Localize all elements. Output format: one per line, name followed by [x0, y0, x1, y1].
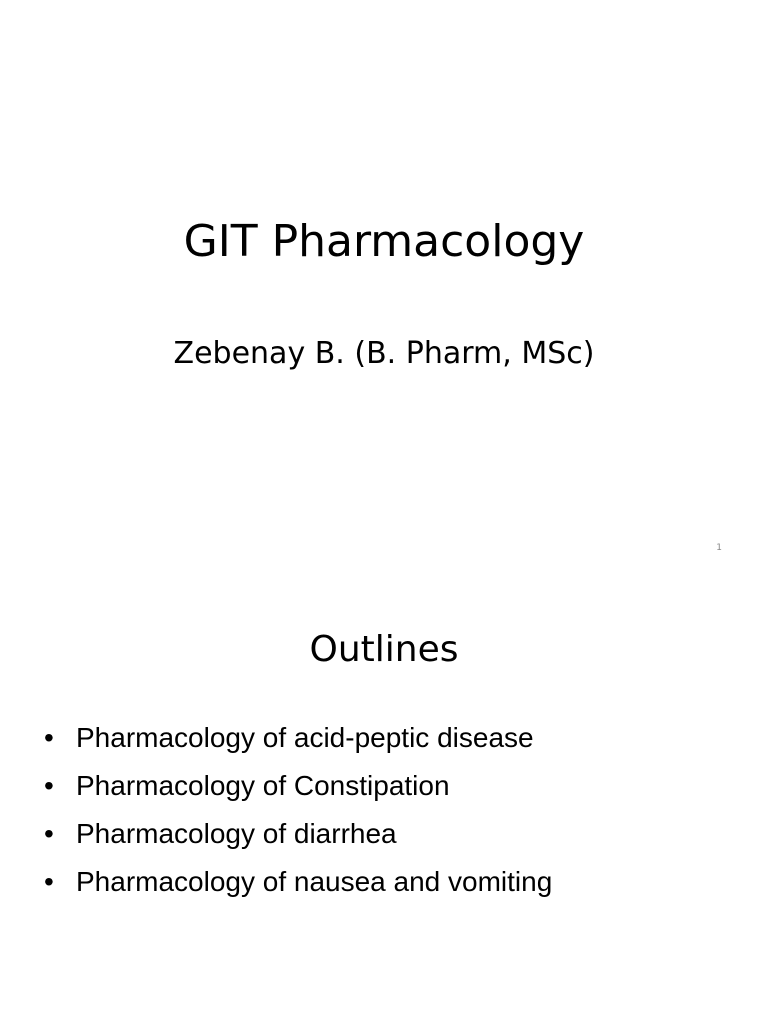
- outline-title: Outlines: [309, 629, 459, 670]
- outline-list: [42, 714, 552, 906]
- bullet-icon: •: [44, 722, 54, 753]
- page-number: 1: [716, 543, 722, 553]
- list-item-text: Pharmacology of nausea and vomiting: [76, 866, 553, 897]
- list-item: [42, 858, 552, 906]
- bullet-icon: •: [44, 866, 54, 897]
- list-item: [42, 762, 552, 810]
- bullet-icon: •: [44, 770, 54, 801]
- slide-subtitle: Zebenay B. (B. Pharm, MSc): [173, 336, 595, 371]
- bullet-icon: •: [44, 818, 54, 849]
- list-item-text: Pharmacology of acid-peptic disease: [76, 722, 534, 753]
- slide-title: GIT Pharmacology: [183, 216, 585, 267]
- list-item: [42, 810, 552, 858]
- list-item-text: Pharmacology of Constipation: [76, 770, 450, 801]
- list-item-text: Pharmacology of diarrhea: [76, 818, 397, 849]
- list-item: [42, 714, 552, 762]
- outline-slide: [0, 576, 768, 1024]
